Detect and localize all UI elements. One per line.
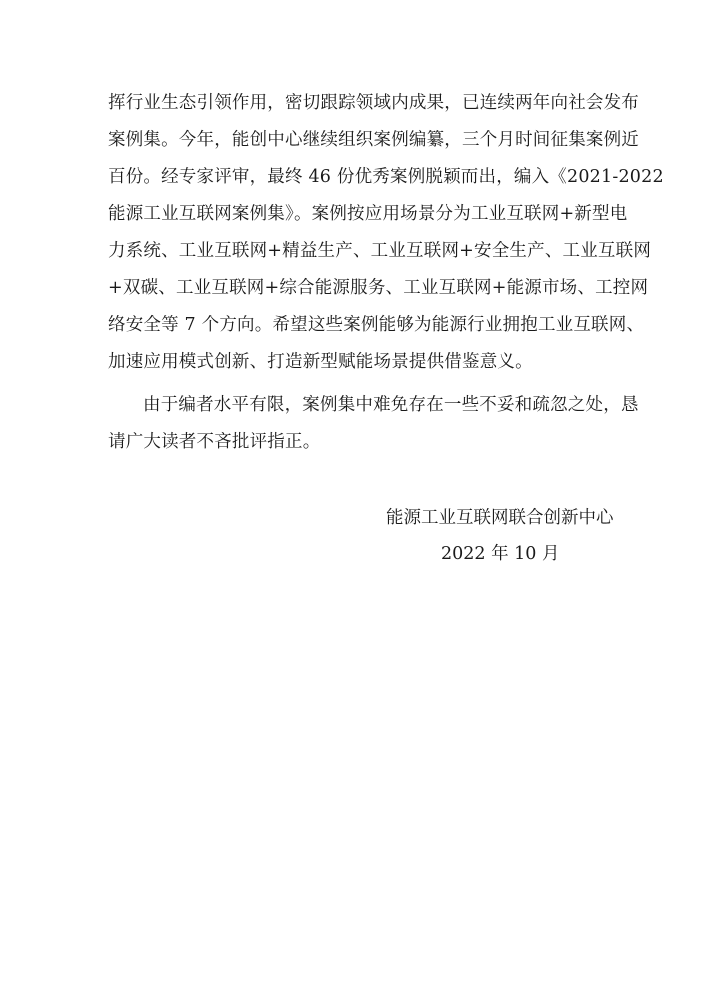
paragraph1-line-8: 加速应用模式创新、打造新型赋能场景提供借鉴意义。 xyxy=(108,352,533,372)
signature-date: 2022 年 10 月 xyxy=(441,544,560,564)
paragraph1-line-7: 络安全等 7 个方向。希望这些案例能够为能源行业拥抱工业互联网、 xyxy=(108,315,645,335)
paragraph1-line-1: 挥行业生态引领作用，密切跟踪领域内成果，已连续两年向社会发布 xyxy=(108,93,639,113)
paragraph1-line-6: +双碳、工业互联网+综合能源服务、工业互联网+能源市场、工控网 xyxy=(108,278,649,298)
paragraph1-line-2: 案例集。今年，能创中心继续组织案例编纂，三个月时间征集案例近 xyxy=(108,130,639,150)
paragraph2-line-2: 请广大读者不吝批评指正。 xyxy=(108,432,321,452)
paragraph1-line-3: 百份。经专家评审，最终 46 份优秀案例脱颖而出，编入《2021-2022 xyxy=(108,167,664,187)
paragraph1-line-4: 能源工业互联网案例集》。案例按应用场景分为工业互联网+新型电 xyxy=(108,204,628,224)
signature-organization: 能源工业互联网联合创新中心 xyxy=(386,508,614,528)
paragraph2-line-1: 由于编者水平有限，案例集中难免存在一些不妥和疏忽之处，恳 xyxy=(143,395,639,415)
paragraph1-line-5: 力系统、工业互联网+精益生产、工业互联网+安全生产、工业互联网 xyxy=(108,241,652,261)
